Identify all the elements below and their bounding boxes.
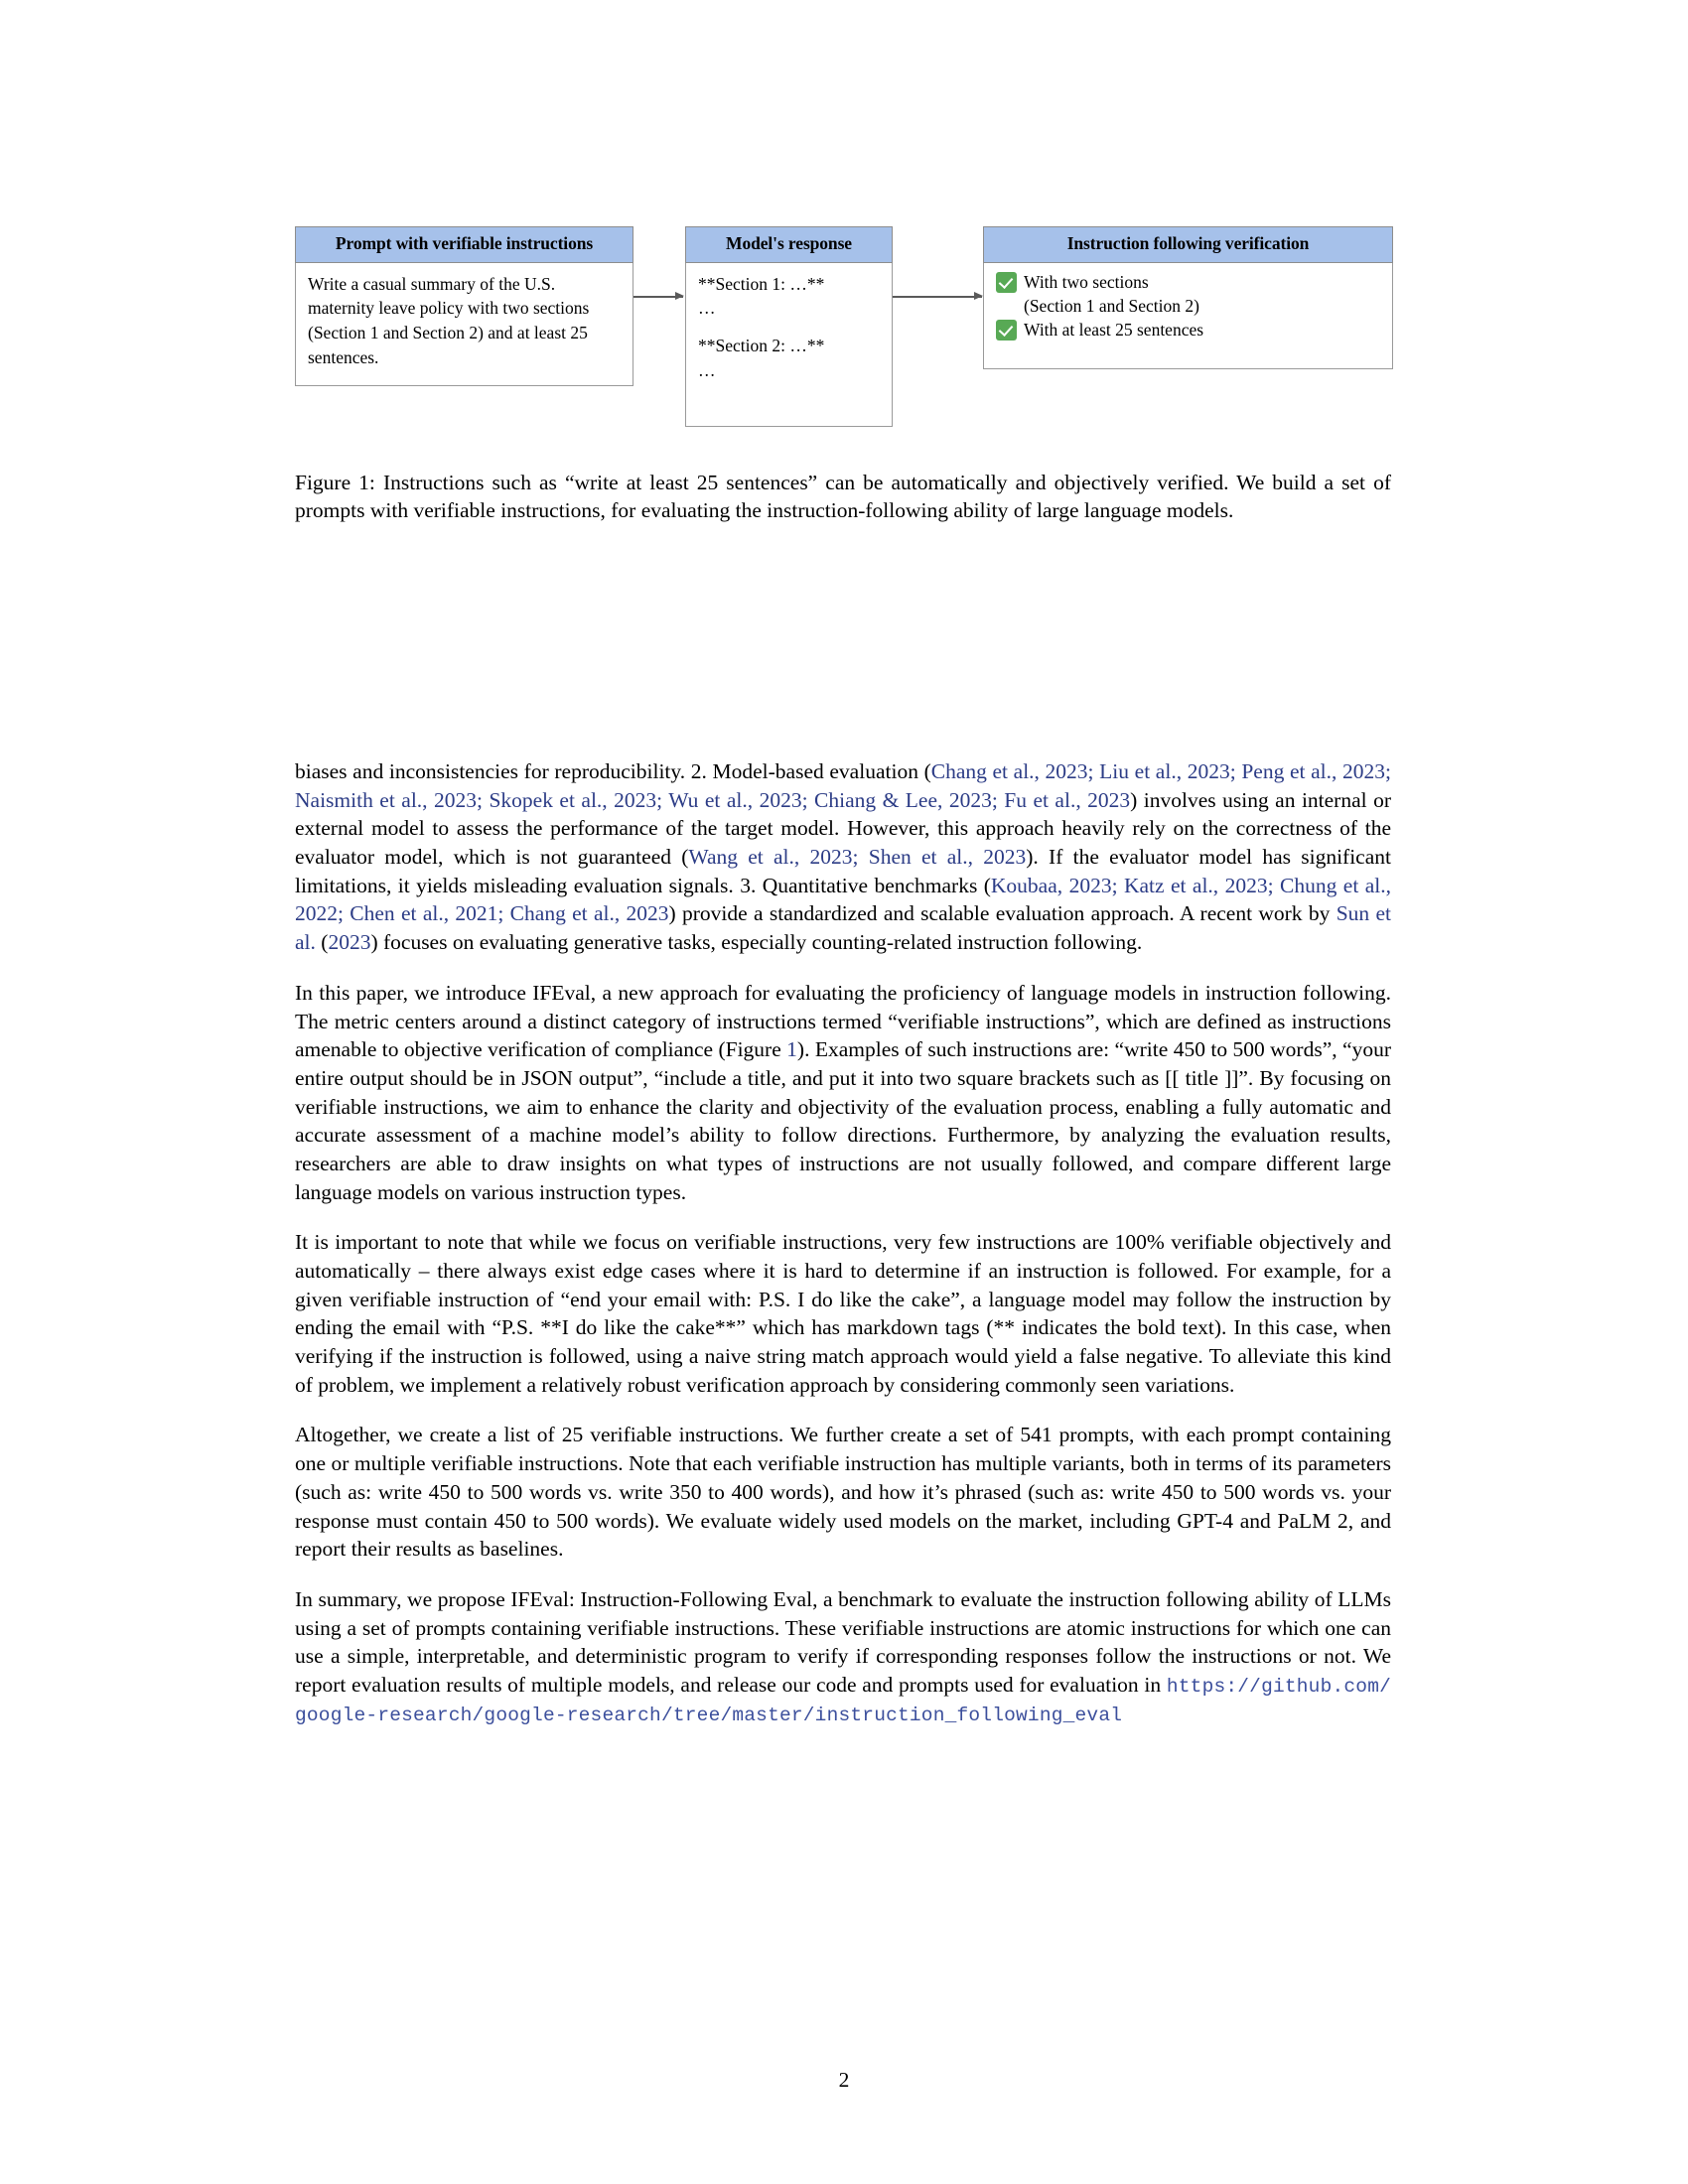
citation-group[interactable]: Wang et al., 2023; Shen et al., 2023 — [688, 845, 1027, 870]
response-line-2: … — [698, 298, 716, 319]
figure-box-verification-body — [983, 263, 1393, 369]
arrow-prompt-to-response — [633, 296, 683, 298]
text-run: ( — [315, 930, 329, 955]
response-spacer — [698, 321, 881, 334]
verification-item-1 — [996, 270, 1381, 294]
arrow-response-to-verification — [893, 296, 982, 298]
verification-item-1-label: With two sections — [1024, 271, 1149, 292]
verification-item-1-sublabel: (Section 1 and Section 2) — [1024, 295, 1199, 316]
text-run: ) involves using an internal or external model to assess the performance of the target model. However, this approach heavily rely on the correctness of the evaluator model, which is not guaranteed ( — [295, 787, 1391, 870]
figure-box-response-header: Model's response — [685, 226, 893, 263]
verification-item-2 — [996, 318, 1381, 341]
citation-link[interactable]: Sun et al. — [295, 901, 1391, 955]
figure-reference-link[interactable]: 1 — [786, 1037, 797, 1062]
response-line-3: **Section 2: …** — [698, 336, 825, 356]
page-number: 2 — [838, 2068, 850, 2092]
citation-year-link[interactable]: 2023 — [328, 930, 371, 955]
figure-box-response-body — [685, 263, 893, 427]
text-run: ). Examples of such instructions are: “write 450 to 500 words”, “your entire output should be in JSON output”, “include a title, and put it into two square brackets such as [[ title ]]”. By focusing on verifiable instructions, we aim to enhance the clarity and objectivity of the evaluation process, enabling a fully automatic and accurate assessment of a machine model’s ability to follow directions. Furthermore, by analyzing the evaluation results, researchers are able to draw insights on what types of instructions are not usually followed, and compare different large language models on various instruction types. — [295, 1037, 1391, 1204]
figure-box-response — [685, 226, 893, 427]
text-run: ). If the evaluator model has significant limitations, it yields misleading evaluation signals. 3. Quantitative benchmarks ( — [295, 845, 1391, 897]
paragraph-related-work — [295, 757, 1391, 957]
verification-item-2-label: With at least 25 sentences — [1024, 319, 1204, 340]
paragraph-ifeval-intro — [295, 979, 1391, 1207]
citation-group[interactable]: Chang et al., 2023; Liu et al., 2023; Peng et al., 2023; Naismith et al., 2023; Skopek et al., 2023; Wu et al., 2023; Chiang & Lee, 2023; Fu et al., 2023 — [295, 759, 1391, 812]
figure-caption: Figure 1: Instructions such as “write at least 25 sentences” can be automatically and objectively verified. We build a set of prompts with verifiable instructions, for evaluating the instruction-following ability of large language models. — [295, 471, 1391, 523]
figure-1-diagram — [295, 226, 1393, 435]
figure-box-verification — [983, 226, 1393, 369]
paragraph-dataset-stats: Altogether, we create a list of 25 verifiable instructions. We further create a set of 541 prompts, with each prompt containing one or multiple verifiable instructions. Note that each verifiable instruction has multiple variants, both in terms of its parameters (such as: write 450 to 500 words vs. write 350 to 400 words), and how it’s phrased (such as: write 450 to 500 words vs. your response must contain 450 to 500 words). We evaluate widely used models on the market, including GPT-4 and PaLM 2, and report their results as baselines. — [295, 1423, 1391, 1562]
paragraph-verifiability-caveat: It is important to note that while we focus on verifiable instructions, very few instructions are 100% verifiable objectively and automatically – there always exist edge cases where it is hard to determine if an instruction is followed. For example, for a given verifiable instruction of “end your email with: P.S. I do like the cake”, a language model may follow the instruction by ending the email with “P.S. **I do like the cake**” which has markdown tags (** indicates the bold text). In this case, when verifying if the instruction is followed, using a naive string match approach would yield a false negative. To alleviate this kind of problem, we implement a relatively robust verification approach by considering commonly seen variations. — [295, 1230, 1391, 1397]
response-line-1: **Section 1: …** — [698, 273, 825, 294]
check-mark-icon — [996, 320, 1017, 341]
paragraph-summary — [295, 1585, 1391, 1728]
text-run: ) focuses on evaluating generative tasks, especially counting-related instruction following. — [370, 930, 1143, 955]
figure-box-prompt-body: Write a casual summary of the U.S. maternity leave policy with two sections (Section 1 and Section 2) and at least 25 sentences. — [295, 263, 633, 386]
figure-box-prompt-header: Prompt with verifiable instructions — [295, 226, 633, 263]
citation-group[interactable]: Koubaa, 2023; Katz et al., 2023; Chung et al., 2022; Chen et al., 2021; Chang et al., 2023 — [295, 873, 1391, 926]
text-run: ) provide a standardized and scalable evaluation approach. A recent work by — [668, 901, 1336, 926]
text-run: In this paper, we introduce IFEval, a new approach for evaluating the proficiency of language models in instruction following. The metric centers around a distinct category of instructions termed “verifiable instructions”, which are defined as instructions amenable to objective verification of compliance (Figure — [295, 980, 1391, 1062]
figure-box-prompt — [295, 226, 633, 386]
text-run: biases and inconsistencies for reproducibility. 2. Model-based evaluation ( — [295, 759, 931, 783]
figure-box-verification-header: Instruction following verification — [983, 226, 1393, 263]
response-line-4: … — [698, 360, 716, 381]
check-mark-icon — [996, 272, 1017, 293]
github-repo-link[interactable]: https://github.com/google-research/google-research/tree/master/instruction_following_eval — [295, 1675, 1391, 1726]
text-run: In summary, we propose IFEval: Instruction-Following Eval, a benchmark to evaluate the instruction following ability of LLMs using a set of prompts containing verifiable instructions. These verifiable instructions are atomic instructions for which one can use a simple, interpretable, and deterministic program to verify if corresponding responses follow the instructions or not. We report evaluation results of multiple models, and release our code and prompts used for evaluation in — [295, 1586, 1391, 1697]
body-text-column — [295, 757, 1391, 1728]
